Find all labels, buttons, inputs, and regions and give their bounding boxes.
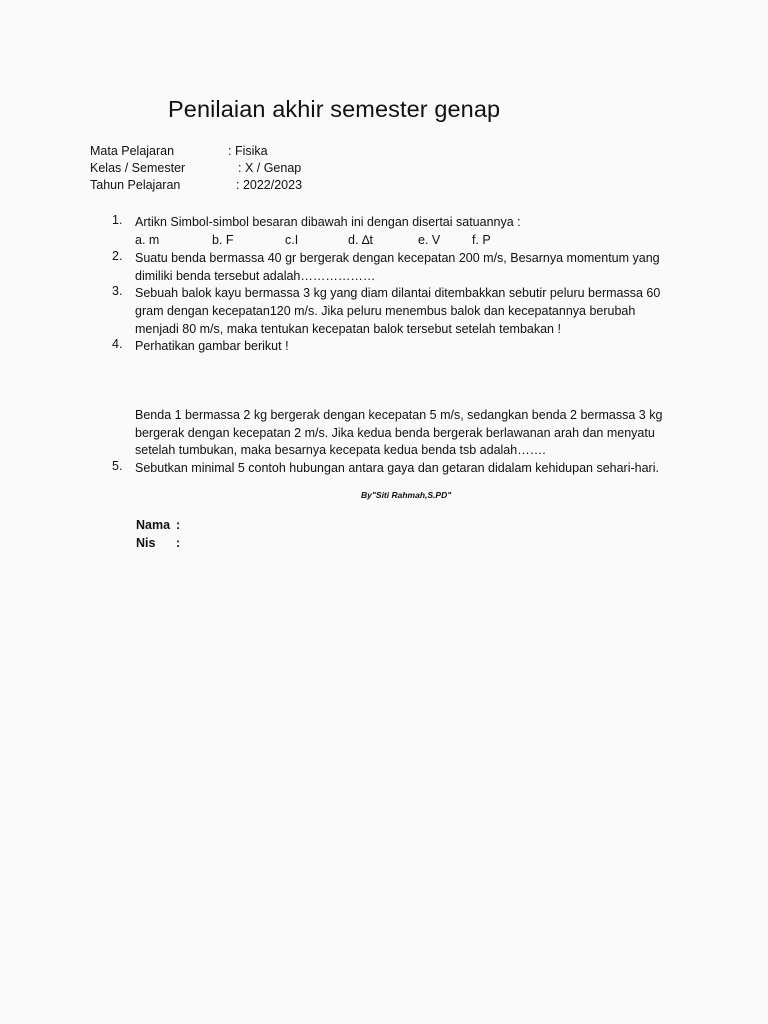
question-2-line: Suatu benda bermassa 40 gr bergerak dengan kecepatan 200 m/s, Besarnya momentum yang <box>135 251 660 265</box>
question-4-line: bergerak dengan kecepatan 2 m/s. Jika kedua benda bergerak berlawanan arah dan menyatu <box>135 426 655 440</box>
question-5-number: 5. <box>112 459 123 473</box>
question-4-line: setelah tumbukan, maka besarnya kecepata kedua benda tsb adalah……. <box>135 443 546 457</box>
option-c: c.I <box>285 233 299 247</box>
meta-subject-value: : Fisika <box>228 144 268 158</box>
option-d: d. ∆t <box>348 233 374 247</box>
option-f: f. P <box>472 233 491 247</box>
question-2-number: 2. <box>112 249 123 263</box>
question-2-line: dimiliki benda tersebut adalah……………… <box>135 269 376 283</box>
option-e: e. V <box>418 233 441 247</box>
option-b: b. F <box>212 233 234 247</box>
question-1-options <box>135 231 535 249</box>
nis-label: Nis <box>136 536 156 550</box>
name-label: Nama <box>136 518 171 532</box>
meta-year-value: : 2022/2023 <box>236 178 303 192</box>
meta-year-row <box>90 178 303 192</box>
question-3-line: menjadi 80 m/s, maka tentukan kecepatan balok tersebut setelah tembakan ! <box>135 322 561 336</box>
option-a: a. m <box>135 233 160 247</box>
meta-class-value: : X / Genap <box>238 161 302 175</box>
name-colon: : <box>176 518 181 532</box>
question-1-text: Artikn Simbol-simbol besaran dibawah ini dengan disertai satuannya : <box>135 215 521 229</box>
nis-colon: : <box>176 536 181 550</box>
name-field <box>136 518 181 532</box>
page-title: Penilaian akhir semester genap <box>168 96 501 122</box>
question-3-line: Sebuah balok kayu bermassa 3 kg yang diam dilantai ditembakkan sebutir peluru bermassa 60 <box>135 286 661 300</box>
question-3-line: gram dengan kecepatan120 m/s. Jika peluru menembus balok dan kecepatannya berubah <box>135 304 636 318</box>
meta-class-row <box>90 161 302 175</box>
meta-subject-row <box>90 144 268 158</box>
question-4-text: Perhatikan gambar berikut ! <box>135 339 289 353</box>
question-5-text: Sebutkan minimal 5 contoh hubungan antara gaya dan getaran didalam kehidupan sehari-hari. <box>135 461 659 475</box>
meta-subject-label: Mata Pelajaran <box>90 144 175 158</box>
question-3-number: 3. <box>112 284 123 298</box>
nis-field <box>136 536 181 550</box>
question-1-number: 1. <box>112 213 123 227</box>
question-4-line: Benda 1 bermassa 2 kg bergerak dengan kecepatan 5 m/s, sedangkan benda 2 bermassa 3 kg <box>135 408 663 422</box>
question-4-number: 4. <box>112 337 123 351</box>
meta-year-label: Tahun Pelajaran <box>90 178 181 192</box>
author-byline: By"Siti Rahmah,S.PD" <box>361 490 452 500</box>
meta-class-label: Kelas / Semester <box>90 161 186 175</box>
